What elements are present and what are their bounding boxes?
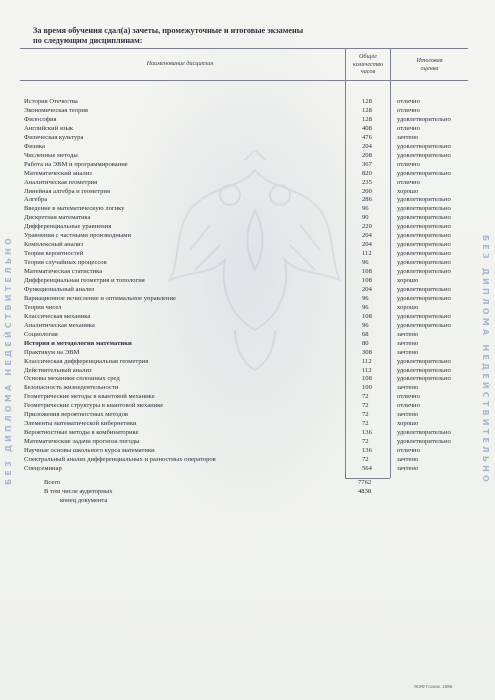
discipline-hours: 408 <box>362 124 372 132</box>
classroom-value: 4838 <box>358 488 372 495</box>
discipline-name: Практикум на ЭВМ <box>24 348 80 356</box>
discipline-hours: 72 <box>362 393 369 401</box>
table-row <box>24 125 464 133</box>
discipline-hours: 200 <box>362 187 372 195</box>
discipline-hours: 820 <box>362 169 372 177</box>
table-row <box>24 358 464 366</box>
table-row <box>24 259 464 267</box>
discipline-grade: удовлетворительно <box>397 196 451 204</box>
discipline-hours: 220 <box>362 223 372 231</box>
discipline-hours: 128 <box>362 98 372 105</box>
discipline-grade: удовлетворительно <box>397 366 451 374</box>
discipline-grade: зачтено <box>397 330 419 338</box>
table-row <box>24 196 464 204</box>
discipline-grade: удовлетворительно <box>397 241 451 249</box>
discipline-grade: зачтено <box>397 411 419 419</box>
table-row <box>24 367 464 375</box>
discipline-name: Уравнения с частными производными <box>24 232 131 240</box>
discipline-name: Физика <box>24 142 45 150</box>
discipline-hours: 112 <box>362 357 372 365</box>
discipline-grade: удовлетворительно <box>397 259 451 267</box>
discipline-grade: удовлетворительно <box>397 294 451 302</box>
total-value: 7762 <box>358 479 372 486</box>
discipline-hours: 90 <box>362 214 369 222</box>
discipline-name: Социология <box>24 330 58 338</box>
discipline-name: Безопасность жизнедеятельности <box>24 384 119 392</box>
table-row <box>24 384 464 392</box>
discipline-name: Математический анализ <box>24 169 92 177</box>
table-row <box>24 161 464 169</box>
table-row <box>24 223 464 231</box>
discipline-name: Классическая механика <box>24 312 91 320</box>
total-label: Всего <box>44 479 61 486</box>
discipline-grade: удовлетворительно <box>397 357 451 365</box>
end-of-document: конец документа <box>60 497 108 504</box>
table-row <box>24 340 464 348</box>
discipline-hours: 100 <box>362 384 372 392</box>
discipline-hours: 96 <box>362 205 369 213</box>
table-row <box>24 179 464 187</box>
table-row <box>24 331 464 339</box>
table-row <box>24 214 464 222</box>
discipline-grade: зачтено <box>397 384 419 392</box>
discipline-grade: удовлетворительно <box>397 375 451 383</box>
table-row <box>24 429 464 437</box>
discipline-grade: зачтено <box>397 456 419 463</box>
discipline-name: Элементы математической кибернетики <box>24 420 137 428</box>
discipline-hours: 204 <box>362 285 372 293</box>
discipline-grade: удовлетворительно <box>397 205 451 213</box>
table-row <box>24 438 464 446</box>
discipline-grade: отлично <box>397 160 420 168</box>
table-row <box>24 465 464 473</box>
discipline-grade: хорошо <box>397 420 419 428</box>
table-row <box>24 143 464 151</box>
discipline-grade: хорошо <box>397 187 419 195</box>
table-row <box>24 277 464 285</box>
discipline-name: Дискретная математика <box>24 214 91 222</box>
discipline-name: История и методология математики <box>24 339 132 347</box>
discipline-hours: 72 <box>362 411 369 419</box>
table-row <box>24 295 464 303</box>
discipline-hours: 112 <box>362 366 372 374</box>
discipline-hours: 112 <box>362 250 372 258</box>
heading-line-1: За время обучения сдал(а) зачеты, промежуточные и итоговые экзамены <box>33 26 304 35</box>
table-row <box>24 241 464 249</box>
discipline-name: Дифференциальные уравнения <box>24 223 112 231</box>
discipline-hours: 564 <box>362 464 372 472</box>
discipline-hours: 108 <box>362 277 372 284</box>
discipline-name: Геометрические методы в квантовой механике <box>24 393 155 401</box>
discipline-name: Английский язык <box>24 124 74 132</box>
table-row <box>24 304 464 312</box>
table-row <box>24 349 464 357</box>
table-row <box>24 420 464 428</box>
discipline-name: Теория вероятностей <box>24 250 84 258</box>
discipline-grade: удовлетворительно <box>397 250 451 258</box>
discipline-name: Численные методы <box>24 151 78 159</box>
discipline-hours: 128 <box>362 115 372 123</box>
table-top-border <box>20 48 468 49</box>
table-row <box>24 313 464 321</box>
discipline-hours: 72 <box>362 456 369 463</box>
discipline-hours: 108 <box>362 268 372 276</box>
discipline-grade: хорошо <box>397 277 419 284</box>
table-header-border <box>20 80 468 81</box>
table-row <box>24 134 464 142</box>
discipline-hours: 80 <box>362 339 369 347</box>
table-row <box>24 402 464 410</box>
discipline-grade: отлично <box>397 447 420 455</box>
discipline-hours: 204 <box>362 232 372 240</box>
discipline-name: Теория случайных процессов <box>24 259 107 267</box>
discipline-name: Математические задачи прогноза погоды <box>24 438 140 446</box>
discipline-hours: 72 <box>362 438 369 446</box>
heading-line-2: по следующим дисциплинам: <box>33 36 143 45</box>
table-row <box>24 98 464 106</box>
discipline-name: Физическая культура <box>24 133 84 141</box>
discipline-name: Спецсеминар <box>24 464 62 472</box>
discipline-name: Научные основы школьного курса математики <box>24 447 155 455</box>
discipline-name: Теория чисел <box>24 303 62 311</box>
table-row <box>24 393 464 401</box>
table-row <box>24 188 464 196</box>
table-row <box>24 447 464 455</box>
discipline-grade: отлично <box>397 393 420 401</box>
table-row <box>24 375 464 383</box>
discipline-hours: 204 <box>362 142 372 150</box>
side-watermark-right: БЕЗ ДИПЛОМА НЕДЕЙСТВИТЕЛЬНО <box>481 234 490 486</box>
discipline-grade: удовлетворительно <box>397 115 451 123</box>
table-row <box>24 205 464 213</box>
discipline-name: Работа на ЭВМ и программирование <box>24 160 128 168</box>
discipline-name: История Отечества <box>24 98 78 105</box>
discipline-name: Математическая статистика <box>24 268 103 276</box>
discipline-name: Классическая дифференциальная геометрия <box>24 357 149 365</box>
discipline-name: Дифференциальная геометрия и топология <box>24 277 145 284</box>
discipline-grade: удовлетворительно <box>397 321 451 329</box>
discipline-name: Функциональный анализ <box>24 285 95 293</box>
discipline-hours: 128 <box>362 106 372 114</box>
table-row <box>24 268 464 276</box>
discipline-hours: 96 <box>362 321 369 329</box>
table-row <box>24 250 464 258</box>
discipline-hours: 204 <box>362 241 372 249</box>
discipline-hours: 72 <box>362 402 369 410</box>
discipline-name: Линейная алгебра и геометрия <box>24 187 110 195</box>
discipline-name: Философия <box>24 115 57 123</box>
discipline-name: Вероятностные методы в комбинаторике <box>24 429 139 437</box>
discipline-name: Экономическая теория <box>24 106 88 114</box>
column-header-grade: Итоговая оценка <box>416 57 443 72</box>
discipline-grade: зачтено <box>397 464 419 472</box>
discipline-grade: удовлетворительно <box>397 142 451 150</box>
discipline-hours: 286 <box>362 196 372 204</box>
discipline-name: Вариационное исчисление и оптимальное управление <box>24 294 176 302</box>
discipline-grade: зачтено <box>397 348 419 356</box>
discipline-hours: 96 <box>362 294 369 302</box>
discipline-grade: отлично <box>397 98 420 105</box>
discipline-hours: 72 <box>362 420 369 428</box>
discipline-grade: отлично <box>397 106 420 114</box>
table-row <box>24 116 464 124</box>
discipline-hours: 96 <box>362 303 369 311</box>
discipline-name: Спектральный анализ дифференциальных и разностных операторов <box>24 456 216 463</box>
discipline-grade: отлично <box>397 402 420 410</box>
discipline-grade: удовлетворительно <box>397 438 451 446</box>
table-row <box>24 286 464 294</box>
discipline-grade: удовлетворительно <box>397 312 451 320</box>
discipline-grade: отлично <box>397 124 420 132</box>
discipline-name: Комплексный анализ <box>24 241 84 249</box>
discipline-grade: удовлетворительно <box>397 429 451 437</box>
discipline-grade: удовлетворительно <box>397 268 451 276</box>
discipline-hours: 96 <box>362 259 369 267</box>
discipline-name: Действительный анализ <box>24 366 92 374</box>
column-header-hours: Общее количество часов <box>353 53 383 75</box>
classroom-label: В том числе аудиторных <box>44 488 113 495</box>
discipline-hours: 208 <box>362 151 372 159</box>
discipline-grade: удовлетворительно <box>397 214 451 222</box>
table-row <box>24 107 464 115</box>
discipline-grade: удовлетворительно <box>397 223 451 231</box>
table-row <box>24 232 464 240</box>
discipline-hours: 108 <box>362 375 372 383</box>
discipline-hours: 136 <box>362 429 372 437</box>
table-row <box>24 322 464 330</box>
table-row <box>24 170 464 178</box>
document-heading <box>33 26 333 46</box>
table-row <box>24 152 464 160</box>
table-row <box>24 456 464 464</box>
discipline-grade: удовлетворительно <box>397 169 451 177</box>
discipline-hours: 476 <box>362 133 372 141</box>
side-watermark-left: БЕЗ ДИПЛОМА НЕДЕЙСТВИТЕЛЬНО <box>4 234 13 486</box>
discipline-grade: удовлетворительно <box>397 232 451 240</box>
discipline-grade: удовлетворительно <box>397 285 451 293</box>
discipline-hours: 367 <box>362 160 372 168</box>
discipline-grade: удовлетворительно <box>397 151 451 159</box>
discipline-hours: 108 <box>362 312 372 320</box>
discipline-grade: зачтено <box>397 339 419 347</box>
discipline-name: Основы механики сплошных сред <box>24 375 120 383</box>
discipline-hours: 136 <box>362 447 372 455</box>
discipline-hours: 308 <box>362 348 372 356</box>
discipline-grade: зачтено <box>397 133 419 141</box>
discipline-name: Аналитическая геометрия <box>24 178 98 186</box>
printer-imprint: ЖЭФ Гознак. 1996. <box>414 684 454 689</box>
discipline-name: Аналитическая механика <box>24 321 95 329</box>
discipline-name: Геометрические структуры в квантовой механике <box>24 402 164 410</box>
discipline-grade: отлично <box>397 178 420 186</box>
discipline-name: Алгебра <box>24 196 48 204</box>
discipline-hours: 235 <box>362 178 372 186</box>
table-row <box>24 411 464 419</box>
column-header-name: Наименование дисциплин <box>146 60 214 67</box>
discipline-hours: 68 <box>362 330 369 338</box>
discipline-grade: хорошо <box>397 303 419 311</box>
discipline-name: Приложения вероятностных методов <box>24 411 128 419</box>
discipline-name: Введение в математическую логику <box>24 205 125 213</box>
